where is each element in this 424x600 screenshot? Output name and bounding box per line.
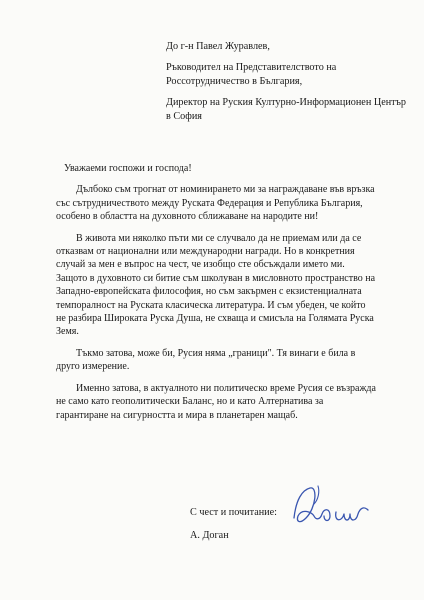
paragraph-4: Именно затова, в актуалното ни политическо време Русия се възражда не само като геополитически Баланс, но и като Алтернатива за гарантиране на сигурността и мира в планетарен мащаб.	[56, 382, 376, 421]
salutation: Уважаеми госпожи и господа!	[64, 163, 192, 174]
paragraph-1: Дълбоко съм трогнат от номинирането ми за награждаване във връзка със сътрудничеството между Руската Федерация и Република България, особено в областта на духовното сближаване на народите ни!	[56, 184, 375, 223]
recipient-address	[166, 40, 406, 131]
recipient-name: До г-н Павел Журавлев,	[166, 41, 270, 52]
closing-phrase: С чест и почитание:	[190, 507, 277, 518]
letter-body	[56, 162, 376, 430]
signer-name: А. Доган	[190, 530, 229, 541]
paragraph-3: Тъкмо затова, може би, Русия няма „граници". Тя винаги е била в друго измерение.	[56, 347, 356, 373]
handwritten-signature	[288, 478, 378, 538]
recipient-title-1: Ръководител на Представителството на Россотрудничество в България,	[166, 62, 337, 87]
recipient-title-2: Директор на Руския Културно-Информационен Център в София	[166, 97, 406, 122]
paragraph-2: В живота ми няколко пъти ми се случвало да не приемам или да се отказвам от национални или международни награди. Но в конкретния случай за мен е въпрос на чест, че изобщо сте обсъждали името ми. Защото в духовното си битие съм школуван в мисловното пространство на Западно-европейската философия, но съм закърмен с екзистенциалната темпоралност на Руската класическа литература. И съм убеден, че който не разбира Широката Руска Душа, не схваща и смисъла на Голямата Руска Земя.	[56, 232, 376, 338]
